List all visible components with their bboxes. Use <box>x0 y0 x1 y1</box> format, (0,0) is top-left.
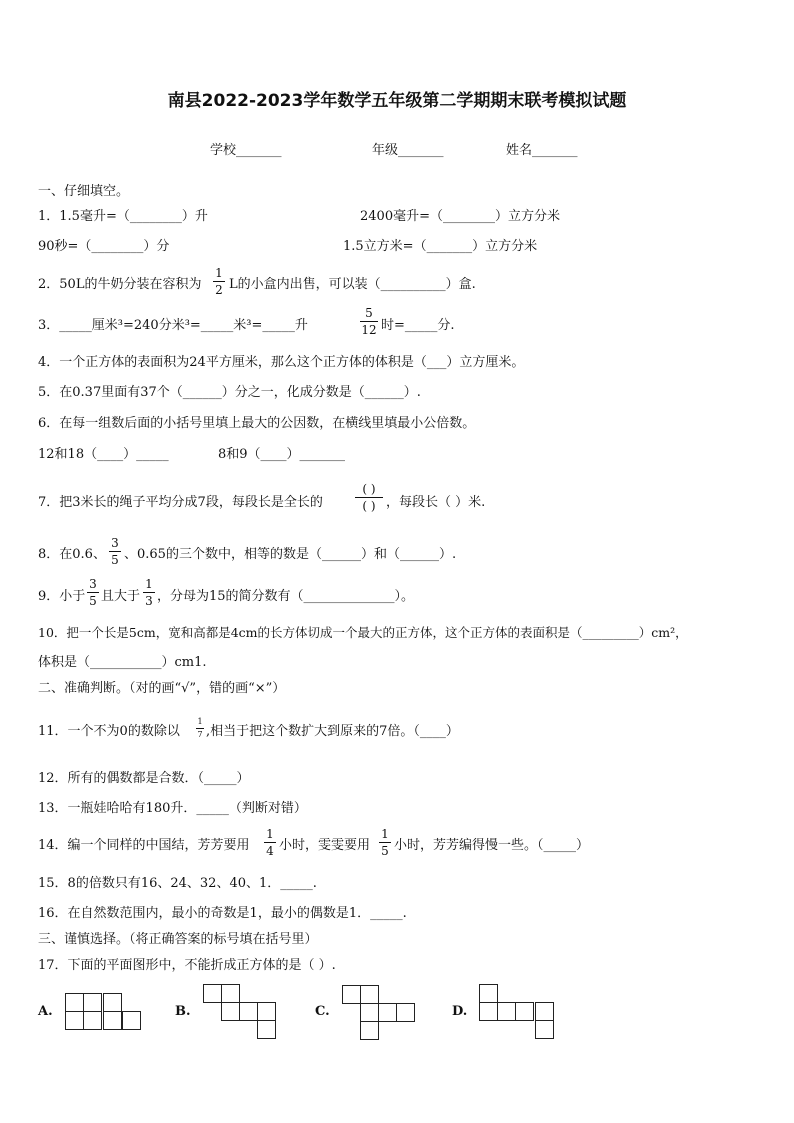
q9-fraction-1-num: 3 <box>89 577 97 591</box>
q9-pre: 9．小于 <box>38 589 86 604</box>
q14-fraction-2-num: 1 <box>381 827 389 841</box>
q5: 5．在0.37里面有37个（______）分之一，化成分数是（______）. <box>38 385 421 400</box>
q11-pre: 11．一个不为0的数除以 <box>38 724 180 739</box>
q7-fraction-den: ( ) <box>362 499 376 513</box>
q8-pre: 8．在0.6、 <box>38 547 106 562</box>
name-field: 姓名_______ <box>506 143 578 158</box>
q6-a: 12和18（____）_____ <box>38 447 169 462</box>
grade-field: 年级_______ <box>372 143 444 158</box>
q14-post: 小时，芳芳编得慢一些。（_____） <box>394 838 590 853</box>
q8-post: 、0.65的三个数中，相等的数是（______）和（______）. <box>124 547 457 562</box>
q14-fraction-1 <box>264 827 276 858</box>
option-a-label[interactable]: A. <box>38 1004 53 1019</box>
school-field: 学校_______ <box>210 143 282 158</box>
q1-b: 2400毫升=（________）立方分米 <box>360 209 560 224</box>
q4: 4．一个正方体的表面积为24平方厘米，那么这个正方体的体积是（___）立方厘米。 <box>38 355 525 370</box>
page-title: 南县2022-2023学年数学五年级第二学期期末联考模拟试题 <box>167 91 627 111</box>
q17: 17．下面的平面图形中，不能折成正方体的是（ ）. <box>38 958 336 973</box>
option-c-label[interactable]: C. <box>315 1004 330 1019</box>
q13: 13．一瓶娃哈哈有180升．_____（判断对错） <box>38 801 307 816</box>
q9-mid: 且大于 <box>101 589 141 604</box>
q9-fraction-1-den: 5 <box>89 594 97 608</box>
q2-fraction-den: 2 <box>215 283 223 297</box>
q3-post: 时=_____分. <box>381 318 455 333</box>
q11-fraction <box>196 717 204 740</box>
q12: 12．所有的偶数都是合数．（_____） <box>38 771 250 786</box>
q7-fraction-num: ( ) <box>362 482 376 496</box>
q9-fraction-2 <box>143 577 155 608</box>
q2-fraction-num: 1 <box>215 266 223 280</box>
q3-pre: 3．_____厘米³=240分米³=_____米³=_____升 <box>38 318 308 333</box>
q3-fraction-den: 12 <box>361 323 377 337</box>
option-d-label[interactable]: D. <box>452 1004 468 1019</box>
section-3-heading: 三、谨慎选择。（将正确答案的标号填在括号里） <box>38 932 318 947</box>
q9-fraction-1 <box>87 577 99 608</box>
q2-post: L的小盒内出售，可以装（__________）盒. <box>229 277 476 292</box>
q8-fraction-num: 3 <box>111 536 119 550</box>
q9-fraction-2-den: 3 <box>145 594 153 608</box>
q15: 15．8的倍数只有16、24、32、40、1．_____. <box>38 876 317 891</box>
q1-c: 90秒=（________）分 <box>38 239 170 254</box>
q14-pre: 14．编一个同样的中国结，芳芳要用 <box>38 838 250 853</box>
section-1-heading: 一、仔细填空。 <box>38 184 130 199</box>
q7-pre: 7．把3米长的绳子平均分成7段，每段长是全长的 <box>38 495 323 510</box>
q14-fraction-2-den: 5 <box>381 844 389 858</box>
q9-fraction-2-num: 1 <box>145 577 153 591</box>
q2-pre: 2．50L的牛奶分装在容积为 <box>38 277 202 292</box>
q3-fraction <box>360 306 378 337</box>
q16: 16．在自然数范围内，最小的奇数是1，最小的偶数是1．_____. <box>38 906 407 921</box>
q14-fraction-1-num: 1 <box>266 827 274 841</box>
q14-mid: 小时，雯雯要用 <box>279 838 371 853</box>
q8-fraction <box>109 536 121 567</box>
q2-fraction <box>213 266 225 297</box>
section-2-heading: 二、准确判断。（对的画“√”，错的画“×”） <box>38 681 286 696</box>
q11-fraction-num: 1 <box>197 717 203 726</box>
q11-fraction-den: 7 <box>197 730 203 739</box>
q10-line-1: 10．把一个长是5cm，宽和高都是4cm的长方体切成一个最大的正方体，这个正方体的表面积是（_________）cm²， <box>38 625 688 640</box>
q1-d: 1.5立方米=（_______）立方分米 <box>343 239 538 254</box>
q7-fraction <box>355 482 383 513</box>
q10-line-2: 体积是（___________）cm1. <box>38 655 207 670</box>
option-b-label[interactable]: B. <box>175 1004 191 1019</box>
q8-fraction-den: 5 <box>111 553 119 567</box>
q7-post: ，每段长（ ）米. <box>386 495 486 510</box>
q14-fraction-1-den: 4 <box>266 844 274 858</box>
q6-b: 8和9（____）_______ <box>218 447 346 462</box>
q1-a: 1．1.5毫升=（________）升 <box>38 209 208 224</box>
q14-fraction-2 <box>379 827 391 858</box>
q3-fraction-num: 5 <box>365 306 373 320</box>
q11-post: ,相当于把这个数扩大到原来的7倍。（____） <box>206 724 459 739</box>
q6: 6．在每一组数后面的小括号里填上最大的公因数，在横线里填最小公倍数。 <box>38 416 476 431</box>
q9-post: ，分母为15的简分数有（______________）。 <box>157 589 415 604</box>
